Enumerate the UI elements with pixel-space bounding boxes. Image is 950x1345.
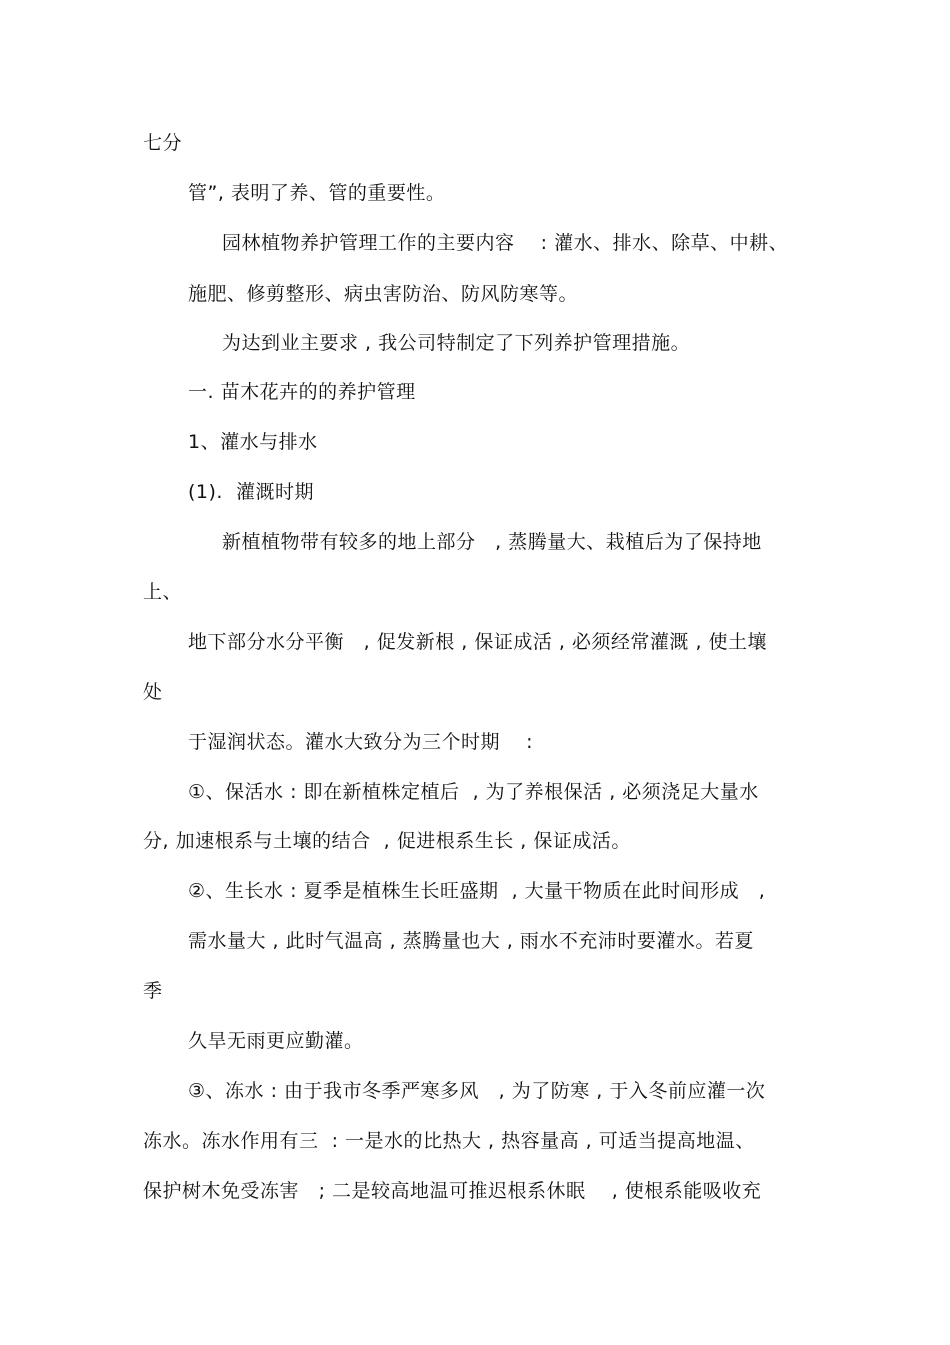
section-heading: 一. 苗木花卉的的养护管理 bbox=[188, 381, 416, 403]
text-line: ③、冻水 : 由于我市冬季严寒多风 , 为了防寒 , 于入冬前应灌一次 bbox=[188, 1080, 766, 1102]
text-line: 七分 bbox=[143, 132, 183, 154]
text-line: 为达到业主要求 , 我公司特制定了下列养护管理措施。 bbox=[222, 332, 691, 354]
text-line: 园林植物养护管理工作的主要内容 : 灌水、排水、除草、中耕、 bbox=[222, 232, 789, 254]
text-line: 施肥、修剪整形、病虫害防治、防风防寒等。 bbox=[188, 283, 579, 305]
text-line: 分, 加速根系与土壤的结合 , 促进根系生长 , 保证成活。 bbox=[143, 830, 631, 852]
text-line: 处 bbox=[143, 681, 163, 703]
text-line: 保护树木免受冻害 ; 二是较高地温可推迟根系休眠 , 使根系能吸收充 bbox=[143, 1180, 762, 1202]
text-line: 新植植物带有较多的地上部分 , 蒸腾量大、栽植后为了保持地 bbox=[222, 531, 762, 553]
subsection-heading: 1、灌水与排水 bbox=[188, 431, 318, 453]
text-line: 冻水。冻水作用有三 : 一是水的比热大 , 热容量高 , 可适当提高地温、 bbox=[143, 1130, 755, 1152]
text-line: ①、保活水 : 即在新植株定植后 , 为了养根保活 , 必须浇足大量水 bbox=[188, 781, 759, 803]
text-line: 季 bbox=[143, 980, 163, 1002]
subsection-heading: (1). 灌溉时期 bbox=[188, 481, 315, 503]
text-line: 需水量大 , 此时气温高 , 蒸腾量也大 , 雨水不充沛时要灌水。若夏 bbox=[188, 930, 754, 952]
text-line: 管”, 表明了养、管的重要性。 bbox=[188, 182, 446, 204]
text-line: ②、生长水 : 夏季是植株生长旺盛期 , 大量干物质在此时间形成 , bbox=[188, 880, 766, 902]
text-line: 上、 bbox=[143, 581, 183, 603]
text-line: 于湿润状态。灌水大致分为三个时期 : bbox=[188, 731, 534, 753]
text-line: 地下部分水分平衡 , 促发新根 , 保证成活 , 必须经常灌溉 , 使土壤 bbox=[188, 631, 768, 653]
text-line: 久旱无雨更应勤灌。 bbox=[188, 1030, 364, 1052]
